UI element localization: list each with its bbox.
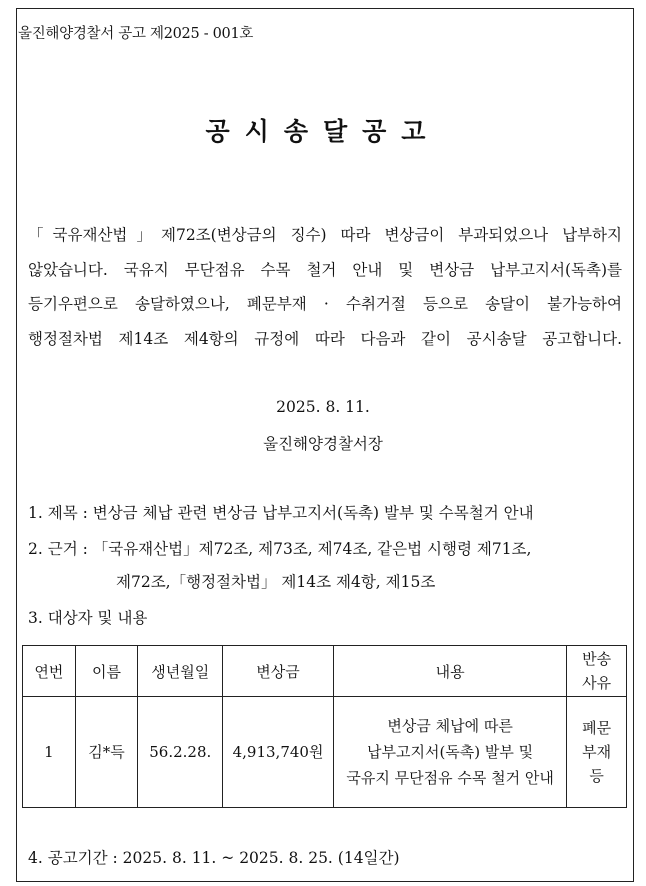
body-line: 등기우편으로 송달하였으나, 폐문부재 · 수취거절 등으로 송달이 불가능하여 [28,295,622,313]
cell-return-reason-line: 등 [589,767,604,785]
cell-return-reason [567,697,627,808]
header-birth: 생년월일 [138,646,223,697]
targets-table [22,645,627,808]
header-name: 이름 [75,646,138,697]
page-title: 공시송달공고 [205,117,441,146]
item-basis-continued: 제72조,「행정절차법」 제14조 제4항, 제15조 [116,573,436,591]
item-targets-heading: 3. 대상자 및 내용 [28,609,148,627]
cell-birth: 56.2.28. [138,697,223,808]
header-content: 내용 [333,646,566,697]
notice-body [28,218,622,356]
cell-no: 1 [23,697,76,808]
body-line: 않았습니다. 국유지 무단점유 수목 철거 안내 및 변상금 납부고지서(독촉)를 [28,260,622,279]
item-basis: 2. 근거 : 「국유재산법」제72조, 제73조, 제74조, 같은법 시행령 제71조, [28,540,532,558]
header-no: 연번 [23,646,76,697]
header-return-reason [567,646,627,697]
cell-amount: 4,913,740원 [223,697,334,808]
cell-return-reason-line: 부재 [582,743,612,761]
cell-content-line: 국유지 무단점유 수목 철거 안내 [346,769,554,787]
body-line: 「국유재산법」제72조(변상금의 징수) 따라 변상금이 부과되었으나 납부하지 [28,226,622,244]
item-period: 4. 공고기간 : 2025. 8. 11. ~ 2025. 8. 25. (14일간) [28,849,400,867]
header-return-reason-line: 사유 [582,674,612,692]
item-subject: 1. 제목 : 변상금 체납 관련 변상금 납부고지서(독촉) 발부 및 수목철거 안내 [28,504,534,522]
notice-number: 울진해양경찰서 공고 제2025 - 001호 [18,26,254,42]
table-row [23,697,627,808]
issuer: 울진해양경찰서장 [263,435,383,453]
body-line: 행정절차법 제14조 제4항의 규정에 따라 다음과 같이 공시송달 공고합니다. [28,329,622,348]
cell-name: 김*득 [75,697,138,808]
notice-date: 2025. 8. 11. [276,398,370,416]
table-header-row [23,646,627,697]
cell-content-line: 납부고지서(독촉) 발부 및 [367,743,534,761]
cell-content [333,697,566,808]
header-amount: 변상금 [223,646,334,697]
header-return-reason-line: 반송 [582,650,612,668]
cell-content-line: 변상금 체납에 따른 [387,717,513,735]
cell-return-reason-line: 폐문 [582,719,612,737]
